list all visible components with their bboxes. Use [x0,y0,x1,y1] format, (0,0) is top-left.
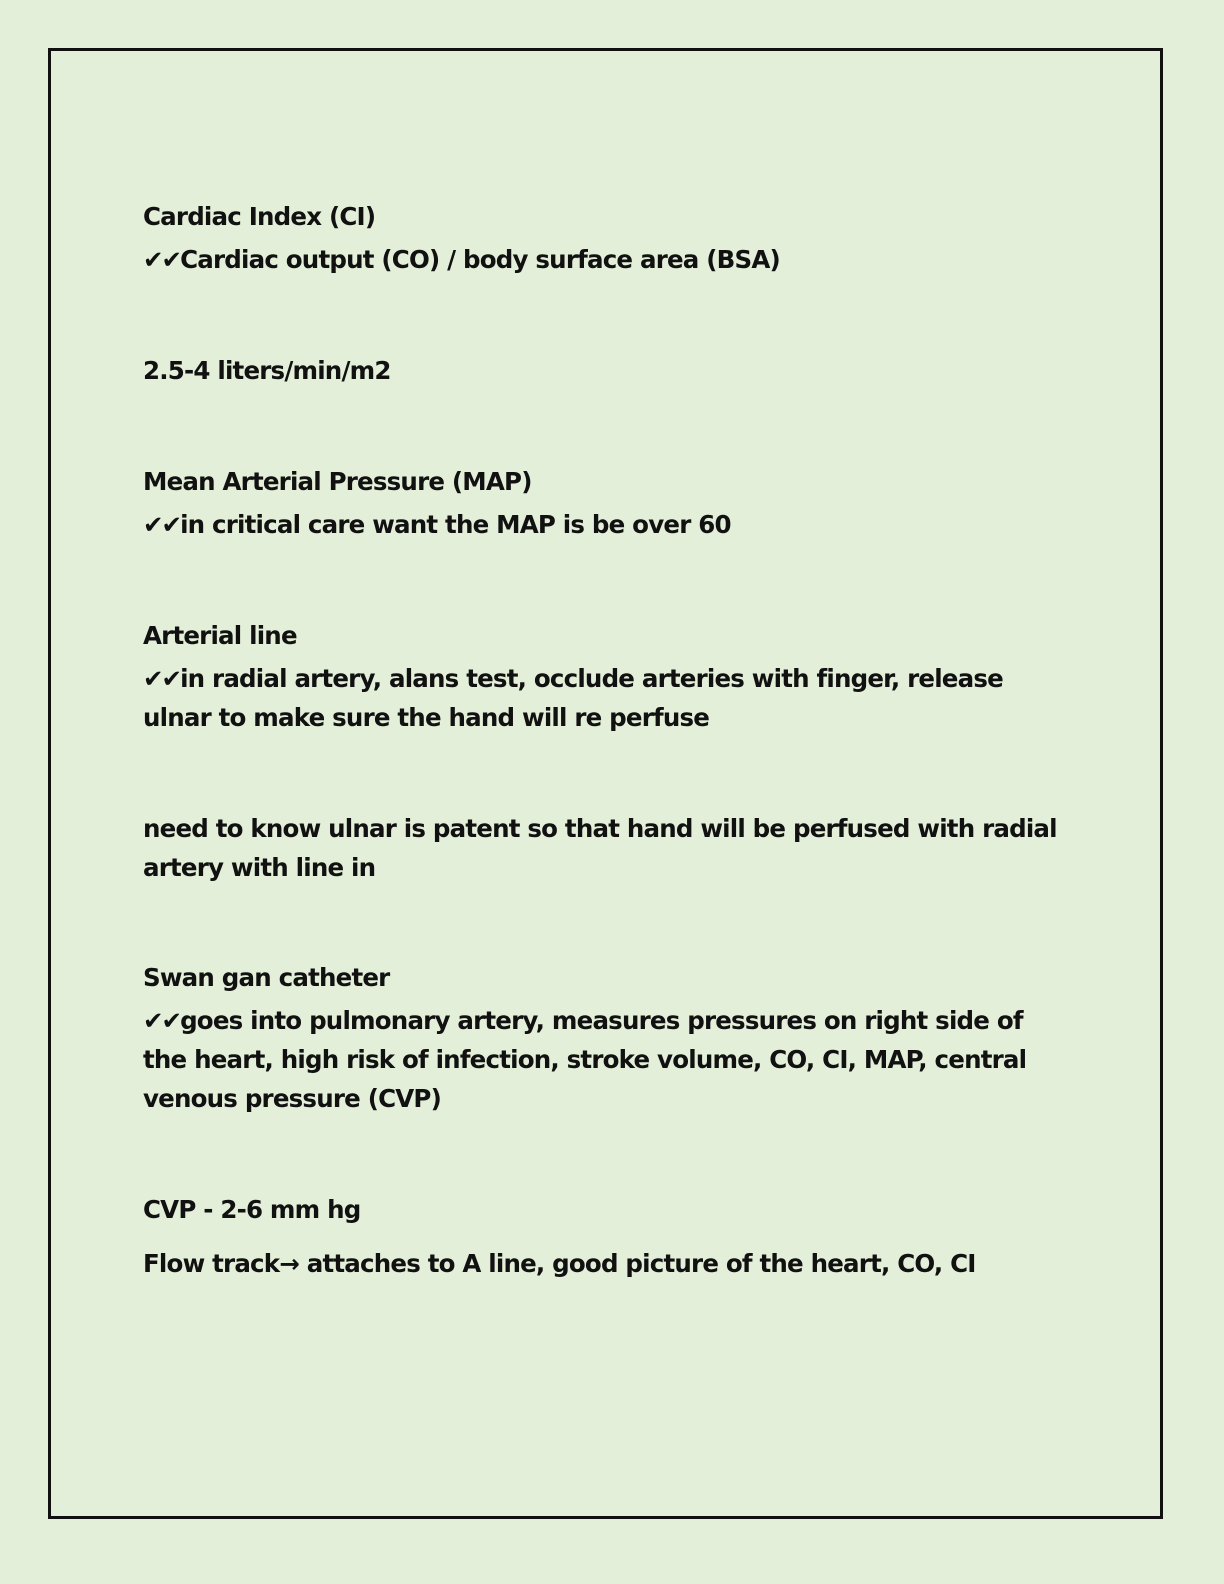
checkmark-icon: ✔✔ [143,664,181,693]
term-cardiac-index: Cardiac Index (CI) [143,202,376,231]
definition-text: in radial artery, alans test, occlude arteries with finger, release ulnar to make sure the hand will re perfuse [143,664,1003,732]
term-mean-arterial-pressure: Mean Arterial Pressure (MAP) [143,467,532,496]
definition-cardiac-index [143,240,1073,279]
definition-arterial-line [143,659,1073,737]
definition-text: Cardiac output (CO) / body surface area (BSA) [180,245,780,274]
checkmark-icon: ✔✔ [143,510,181,539]
ci-range-text: 2.5-4 liters/min/m2 [143,356,391,385]
definition-text: goes into pulmonary artery, measures pressures on right side of the heart, high risk of infection, stroke volume, CO, CI, MAP, central venous pressure (CVP) [143,1006,1027,1113]
note-flow-track [143,1244,1073,1283]
note-cvp-range [143,1190,1073,1229]
card-cardiac-index [143,197,1073,279]
checkmark-icon: ✔✔ [143,1006,181,1035]
definition-mean-arterial-pressure [143,505,1073,544]
card-mean-arterial-pressure [143,462,1073,544]
card-swan-gan-catheter [143,958,1073,1118]
definition-text: in critical care want the MAP is be over 60 [180,510,731,539]
cvp-range-text: CVP - 2-6 mm hg [143,1195,361,1224]
flow-track-text: Flow track→ attaches to A line, good picture of the heart, CO, CI [143,1249,976,1278]
note-ci-range [143,351,1073,390]
term-swan-gan-catheter: Swan gan catheter [143,963,390,992]
term-arterial-line: Arterial line [143,621,297,650]
card-arterial-line [143,616,1073,737]
document-body [143,197,1073,1283]
definition-swan-gan-catheter [143,1001,1073,1118]
ulnar-patency-text: need to know ulnar is patent so that hand will be perfused with radial artery with line in [143,814,1057,882]
note-ulnar-patency [143,809,1073,887]
checkmark-icon: ✔✔ [143,245,181,274]
